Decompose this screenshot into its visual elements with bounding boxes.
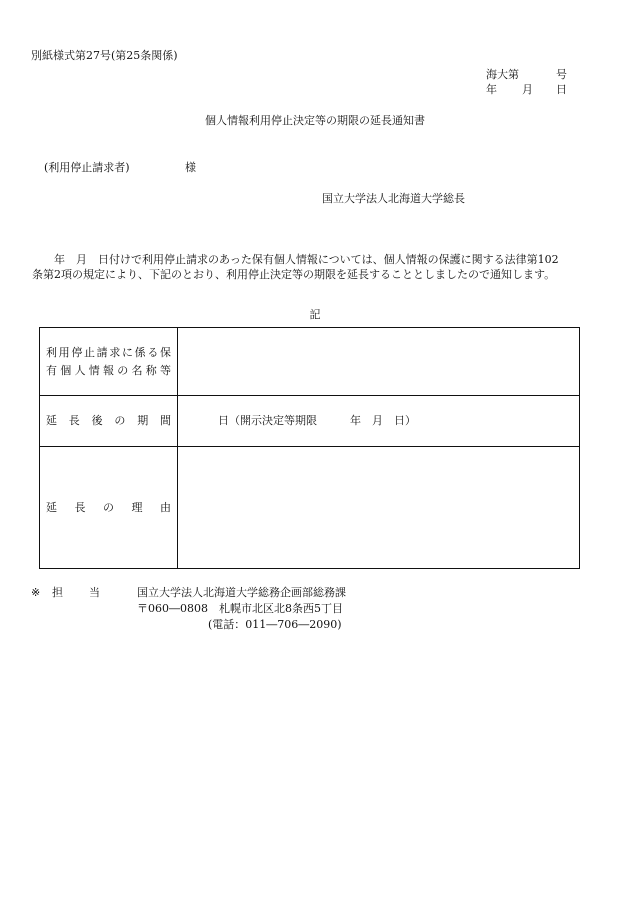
form-id: 別紙様式第27号(第25条関係) xyxy=(31,49,178,62)
reference-number-suffix: 号 xyxy=(556,68,567,81)
reference-year: 年 xyxy=(486,83,497,97)
notice-body xyxy=(32,252,584,283)
label-char: の xyxy=(114,414,126,428)
contact-mark: ※ xyxy=(31,586,41,599)
reference-number xyxy=(486,67,567,82)
record-table xyxy=(39,327,580,569)
table-row xyxy=(40,396,580,447)
table-row xyxy=(40,447,580,569)
label-char: の xyxy=(103,500,114,514)
label-char: 長 xyxy=(74,500,86,514)
contact-phone: (電話：011―706―2090) xyxy=(208,618,342,631)
notice-body-line1: 年 月 日付けで利用停止請求のあった保有個人情報については、個人情報の保護に関する法律第102 xyxy=(54,253,559,266)
row-label-name xyxy=(40,328,178,396)
row-label-name-line1: 利用停止請求に係る保 xyxy=(46,345,171,359)
row-value-reason xyxy=(178,447,580,569)
label-char: 間 xyxy=(159,414,171,428)
addressee-label: (利用停止請求者) xyxy=(44,161,130,174)
addressee-honorific: 様 xyxy=(185,161,196,174)
label-char: 期 xyxy=(137,414,149,428)
label-char: 担 xyxy=(52,586,63,599)
document-title: 個人情報利用停止決定等の期限の延長通知書 xyxy=(205,114,425,127)
reference-number-prefix: 海大第 xyxy=(486,68,519,81)
row-value-period xyxy=(178,396,580,447)
row-label-name-line2: 有個人情報の名称等 xyxy=(46,363,171,377)
reference-block xyxy=(486,67,567,98)
label-char: 延 xyxy=(46,414,57,428)
label-char: 後 xyxy=(91,414,103,428)
period-value: 日（開示決定等期限 年 月 日） xyxy=(218,414,416,428)
row-value-name xyxy=(178,328,580,396)
contact-organization: 国立大学法人北海道大学総務企画部総務課 xyxy=(137,586,346,599)
contact-address: 〒060―0808 札幌市北区北8条西5丁目 xyxy=(137,602,343,615)
row-label-reason xyxy=(40,447,178,569)
label-char: 当 xyxy=(89,586,100,599)
label-char: 延 xyxy=(46,500,57,514)
contact-tanto-label xyxy=(52,585,100,600)
row-label-period xyxy=(40,396,178,447)
reference-day: 日 xyxy=(556,83,567,97)
label-char: 理 xyxy=(131,500,143,514)
sender-name: 国立大学法人北海道大学総長 xyxy=(322,192,465,205)
notice-body-line2: 条第2項の規定により、下記のとおり、利用停止決定等の期限を延長することとしましたので通知します。 xyxy=(32,268,556,282)
reference-date xyxy=(486,82,567,97)
table-row xyxy=(40,328,580,396)
label-char: 長 xyxy=(68,414,80,428)
reference-month: 月 xyxy=(522,83,533,97)
label-char: 由 xyxy=(160,500,171,514)
ki-heading: 記 xyxy=(309,308,321,321)
